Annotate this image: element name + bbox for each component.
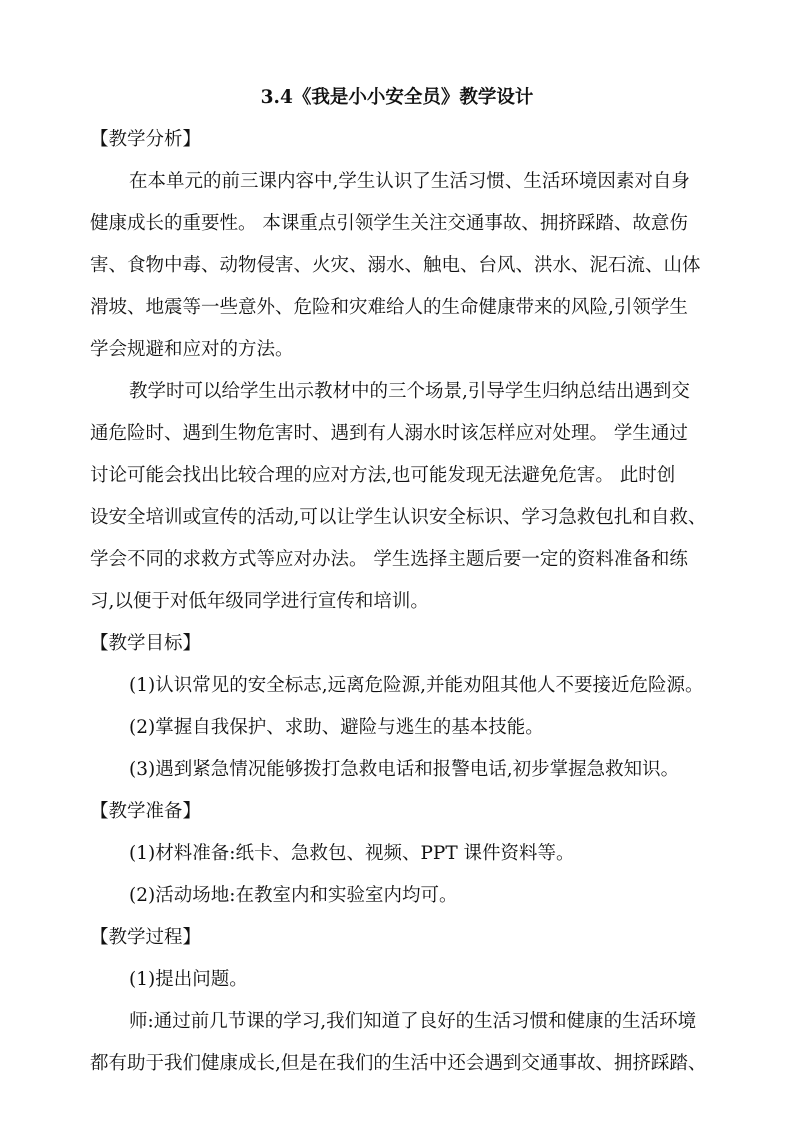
section-heading-goals: 【教学目标】 bbox=[90, 633, 202, 654]
paragraph-line: 学会不同的求救方式等应对办法。 学生选择主题后要一定的资料准备和练 bbox=[90, 549, 688, 570]
goal-item: (1)认识常见的安全标志,远离危险源,并能劝阻其他人不要接近危险源。 bbox=[129, 675, 704, 696]
section-heading-preparation: 【教学准备】 bbox=[90, 801, 202, 822]
document-title: 3.4《我是小小安全员》教学设计 bbox=[260, 87, 534, 108]
paragraph-line: 设安全培训或宣传的活动,可以让学生认识安全标识、学习急救包扎和自救、 bbox=[90, 507, 707, 528]
goal-item: (3)遇到紧急情况能够拨打急救电话和报警电话,初步掌握急救知识。 bbox=[129, 759, 680, 780]
goal-item: (2)掌握自我保护、求助、避险与逃生的基本技能。 bbox=[129, 717, 544, 738]
paragraph-line: 健康成长的重要性。 本课重点引领学生关注交通事故、拥挤踩踏、故意伤 bbox=[90, 213, 688, 234]
paragraph-line: 害、食物中毒、动物侵害、火灾、溺水、触电、台风、洪水、泥石流、山体 bbox=[90, 255, 701, 276]
paragraph-line: 习,以便于对低年级同学进行宣传和培训。 bbox=[90, 591, 429, 612]
paragraph-line: 师:通过前几节课的学习,我们知道了良好的生活习惯和健康的生活环境 bbox=[129, 1011, 697, 1032]
preparation-item: (2)活动场地:在教室内和实验室内均可。 bbox=[129, 885, 458, 906]
section-heading-analysis: 【教学分析】 bbox=[90, 129, 202, 150]
section-heading-process: 【教学过程】 bbox=[90, 927, 202, 948]
paragraph-line: 讨论可能会找出比较合理的应对方法,也可能发现无法避免危害。 此时创 bbox=[90, 465, 676, 486]
paragraph-line: 都有助于我们健康成长,但是在我们的生活中还会遇到交通事故、拥挤踩踏、 bbox=[90, 1053, 707, 1074]
paragraph-line: 通危险时、遇到生物危害时、遇到有人溺水时该怎样应对处理。 学生通过 bbox=[90, 423, 688, 444]
paragraph-line: 教学时可以给学生出示教材中的三个场景,引导学生归纳总结出遇到交 bbox=[129, 381, 690, 402]
process-item: (1)提出问题。 bbox=[129, 969, 248, 990]
paragraph-line: 在本单元的前三课内容中,学生认识了生活习惯、生活环境因素对自身 bbox=[129, 171, 690, 192]
paragraph-line: 学会规避和应对的方法。 bbox=[90, 339, 294, 360]
preparation-item: (1)材料准备:纸卡、急救包、视频、PPT 课件资料等。 bbox=[129, 843, 575, 864]
paragraph-line: 滑坡、地震等一些意外、危险和灾难给人的生命健康带来的风险,引领学生 bbox=[90, 297, 688, 318]
